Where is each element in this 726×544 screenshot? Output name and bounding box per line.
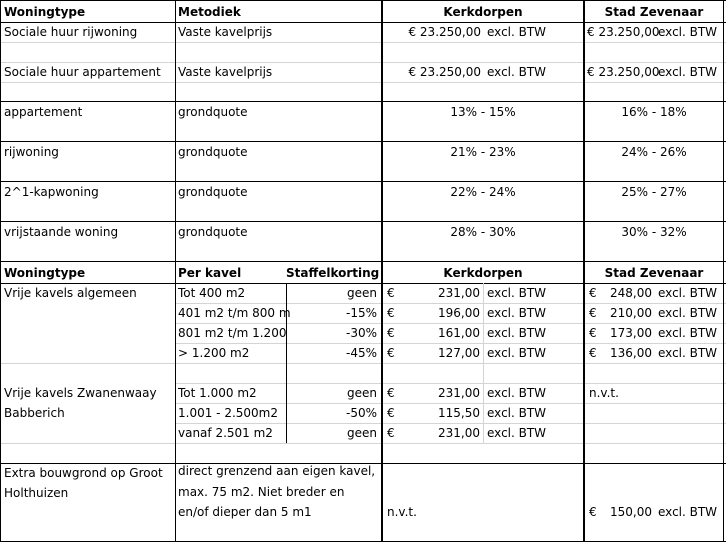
stad-currency: € <box>589 286 597 300</box>
stad-currency: € <box>589 326 597 340</box>
stad-unit: excl. BTW <box>658 505 718 519</box>
stad-amount: 150,00 <box>610 505 652 519</box>
grid-line <box>0 363 726 364</box>
row-type: appartement <box>4 105 83 119</box>
grid-line <box>0 0 1 542</box>
stad-unit: excl. BTW <box>658 326 718 340</box>
kerkdorpen-unit: excl. BTW <box>487 286 547 300</box>
group-label: Babberich <box>4 406 65 420</box>
kavel-size: > 1.200 m2 <box>178 346 250 360</box>
kavel-size: 1.001 - 2.500m2 <box>178 406 278 420</box>
stad-currency: € <box>589 505 597 519</box>
kerkdorpen-range: 21% - 23% <box>450 145 516 159</box>
stad-price: € 23.250,00 <box>587 65 660 79</box>
stad-unit: excl. BTW <box>658 25 718 39</box>
kerkdorpen-unit: excl. BTW <box>487 386 547 400</box>
stad-currency: € <box>589 306 597 320</box>
kavel-size: Tot 400 m2 <box>178 286 246 300</box>
grid-line <box>483 283 484 443</box>
kerkdorpen-currency: € <box>387 346 395 360</box>
extra-description: direct grenzend aan eigen kavel, <box>178 464 376 478</box>
header-stad-zevenaar: Stad Zevenaar <box>604 5 704 19</box>
extra-description: max. 75 m2. Niet breder en <box>178 485 345 499</box>
stad-amount: 248,00 <box>610 286 652 300</box>
header-kerkdorpen: Kerkdorpen <box>443 5 523 19</box>
row-type: rijwoning <box>4 145 59 159</box>
kerkdorpen-amount: 161,00 <box>438 326 480 340</box>
staffel-korting: geen <box>347 426 377 440</box>
header-per-kavel: Per kavel <box>178 266 242 280</box>
kerkdorpen-amount: 231,00 <box>438 386 480 400</box>
stad-range: 24% - 26% <box>621 145 687 159</box>
header-staffelkorting: Staffelkorting <box>286 266 380 280</box>
staffel-korting: -15% <box>345 306 377 320</box>
header-kerkdorpen: Kerkdorpen <box>443 266 523 280</box>
kerkdorpen-unit: excl. BTW <box>487 326 547 340</box>
stad-unit: excl. BTW <box>658 306 718 320</box>
kerkdorpen-currency: € <box>387 426 395 440</box>
kerkdorpen-range: 22% - 24% <box>450 185 516 199</box>
group-label: Holthuizen <box>4 486 69 500</box>
staffel-korting: geen <box>347 386 377 400</box>
grid-line <box>0 443 726 444</box>
row-type: 2^1-kapwoning <box>4 185 99 199</box>
row-method: Vaste kavelprijs <box>178 65 273 79</box>
grid-line <box>723 0 724 542</box>
stad-amount: 210,00 <box>610 306 652 320</box>
kerkdorpen-unit: excl. BTW <box>487 426 547 440</box>
row-method: grondquote <box>178 185 248 199</box>
kerkdorpen-currency: € <box>387 406 395 420</box>
group-label: Vrije kavels algemeen <box>4 286 137 300</box>
grid-line <box>0 541 726 542</box>
grid-line <box>0 0 726 1</box>
staffel-korting: geen <box>347 286 377 300</box>
kavel-size: vanaf 2.501 m2 <box>178 426 273 440</box>
header-metodiek: Metodiek <box>178 5 241 19</box>
row-method: grondquote <box>178 225 248 239</box>
stad-range: 30% - 32% <box>621 225 687 239</box>
stad-amount: 136,00 <box>610 346 652 360</box>
kavel-size: 401 m2 t/m 800 m <box>178 306 291 320</box>
row-type: vrijstaande woning <box>4 225 119 239</box>
stad-unit: excl. BTW <box>658 286 718 300</box>
kavel-size: 801 m2 t/m 1.200 <box>178 326 287 340</box>
header-stad-zevenaar: Stad Zevenaar <box>604 266 704 280</box>
row-method: grondquote <box>178 105 248 119</box>
kerkdorpen-amount: 115,50 <box>438 406 480 420</box>
grid-line <box>0 82 726 83</box>
kerkdorpen-currency: € <box>387 306 395 320</box>
header-woningtype: Woningtype <box>4 266 86 280</box>
kerkdorpen-currency: € <box>387 286 395 300</box>
staffel-korting: -30% <box>345 326 377 340</box>
stad-amount: 173,00 <box>610 326 652 340</box>
kerkdorpen-amount: 231,00 <box>438 426 480 440</box>
kerkdorpen-unit: excl. BTW <box>487 306 547 320</box>
stad-nvt: n.v.t. <box>589 386 619 400</box>
kerkdorpen-price: € 23.250,00 <box>408 25 481 39</box>
kerkdorpen-amount: 231,00 <box>438 286 480 300</box>
kerkdorpen-amount: 127,00 <box>438 346 480 360</box>
stad-price: € 23.250,00 <box>587 25 660 39</box>
stad-currency: € <box>589 346 597 360</box>
kerkdorpen-unit: excl. BTW <box>487 406 547 420</box>
grid-line <box>175 0 176 542</box>
kerkdorpen-unit: excl. BTW <box>487 25 547 39</box>
extra-description: en/of dieper dan 5 m1 <box>178 505 312 519</box>
grid-line <box>0 42 726 43</box>
kavel-size: Tot 1.000 m2 <box>178 386 257 400</box>
kerkdorpen-range: 13% - 15% <box>450 105 516 119</box>
kerkdorpen-unit: excl. BTW <box>487 65 547 79</box>
stad-unit: excl. BTW <box>658 65 718 79</box>
staffel-korting: -50% <box>345 406 377 420</box>
grid-line <box>0 261 726 262</box>
row-type: Sociale huur rijwoning <box>4 25 138 39</box>
stad-unit: excl. BTW <box>658 346 718 360</box>
row-method: grondquote <box>178 145 248 159</box>
kerkdorpen-price: € 23.250,00 <box>408 65 481 79</box>
group-label: Vrije kavels Zwanenwaay <box>4 386 157 400</box>
row-method: Vaste kavelprijs <box>178 25 273 39</box>
staffel-korting: -45% <box>345 346 377 360</box>
kerkdorpen-range: 28% - 30% <box>450 225 516 239</box>
kerkdorpen-unit: excl. BTW <box>487 346 547 360</box>
stad-range: 16% - 18% <box>621 105 687 119</box>
header-woningtype: Woningtype <box>4 5 86 19</box>
kerkdorpen-currency: € <box>387 386 395 400</box>
kerkdorpen-amount: 196,00 <box>438 306 480 320</box>
stad-range: 25% - 27% <box>621 185 687 199</box>
row-type: Sociale huur appartement <box>4 65 161 79</box>
kerkdorpen-currency: € <box>387 326 395 340</box>
kerkdorpen-nvt: n.v.t. <box>387 505 417 519</box>
group-label: Extra bouwgrond op Groot <box>4 466 163 480</box>
